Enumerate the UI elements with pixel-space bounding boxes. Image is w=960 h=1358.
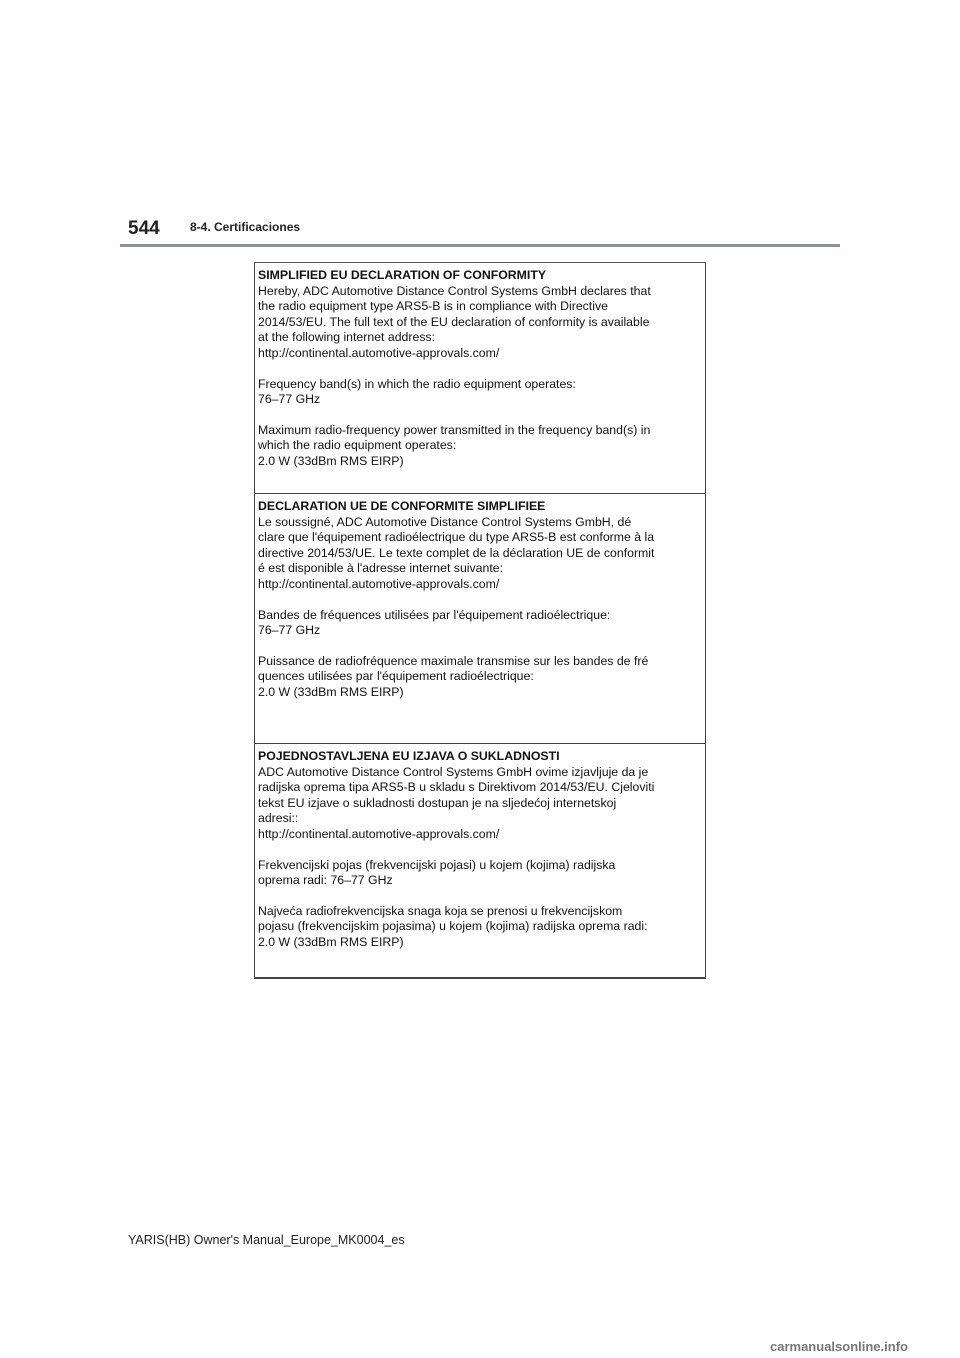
frequency-band: Bandes de fréquences utilisées par l'équipement radioélectrique: 76–77 GHz <box>258 607 611 638</box>
max-power: Najveća radiofrekvencijska snaga koja se prenosi u frekvencijskom pojasu (frekvencijskim pojasima) u kojem (kojima) radijska oprema radi: 2.0 W (33dBm RMS EIRP) <box>258 903 648 949</box>
section-title: 8-4. Certificaciones <box>190 220 301 234</box>
frequency-band: Frequency band(s) in which the radio equipment operates: 76–77 GHz <box>258 376 576 407</box>
max-power: Maximum radio-frequency power transmitted in the frequency band(s) in which the radio equipment operates: 2.0 W (33dBm RMS EIRP) <box>258 422 651 468</box>
declaration-title: DECLARATION UE DE CONFORMITE SIMPLIFIEE <box>258 499 546 513</box>
header-divider <box>120 244 840 247</box>
declaration-french <box>255 493 705 743</box>
declaration-english <box>255 263 705 493</box>
declaration-croatian <box>255 743 705 977</box>
declaration-title: POJEDNOSTAVLJENA EU IZJAVA O SUKLADNOSTI <box>258 749 560 763</box>
frequency-band: Frekvencijski pojas (frekvencijski pojasi) u kojem (kojima) radijska oprema radi: 76–77 GHz <box>258 857 616 888</box>
page-number: 544 <box>128 218 160 239</box>
declaration-statement: ADC Automotive Distance Control Systems GmbH ovime izjavljuje da je radijska oprema tipa ARS5-B u skladu s Direktivom 2014/53/EU. Cjeloviti tekst EU izjave o sukladnosti dostupan je na sljedećoj internetskoj adresi:: http://continental.automotive-approvals.com/ <box>258 764 655 841</box>
max-power: Puissance de radiofréquence maximale transmise sur les bandes de fré quences utilisées par l'équipement radioélectrique: 2.0 W (33dBm RMS EIRP) <box>258 653 649 699</box>
manual-footer: YARIS(HB) Owner's Manual_Europe_MK0004_es <box>128 1233 405 1247</box>
declaration-box <box>254 262 706 979</box>
declaration-statement: Hereby, ADC Automotive Distance Control Systems GmbH declares that the radio equipment type ARS5-B is in compliance with Directive 2014/53/EU. The full text of the EU declaration of conformity is available at the following internet address: http://continental.automotive-approvals.com/ <box>258 283 651 360</box>
declaration-statement: Le soussigné, ADC Automotive Distance Control Systems GmbH, dé clare que l'équipement radioélectrique du type ARS5-B est conforme à la directive 2014/53/UE. Le texte complet de la déclaration UE de conformit é est disponible à l'adresse internet suivante: http://continental.automotive-approvals.com/ <box>258 514 655 591</box>
watermark-link[interactable]: carmanualsonline.info <box>770 1339 908 1354</box>
declaration-title: SIMPLIFIED EU DECLARATION OF CONFORMITY <box>258 268 547 282</box>
